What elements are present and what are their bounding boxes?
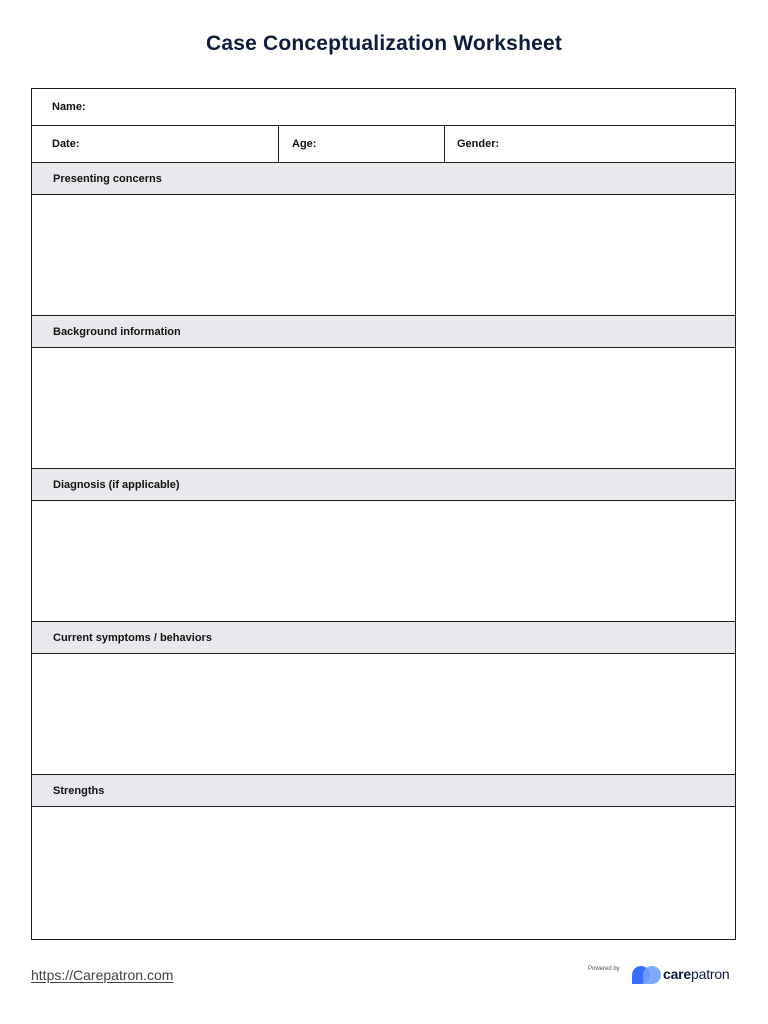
section-label: Strengths — [53, 784, 105, 797]
brand-bold: care — [663, 966, 692, 982]
date-label: Date: — [52, 138, 80, 150]
worksheet-form — [31, 88, 736, 940]
age-label: Age: — [292, 138, 317, 150]
name-label: Name: — [52, 101, 86, 113]
section-body-current-symptoms[interactable] — [32, 654, 735, 775]
page-title: Case Conceptualization Worksheet — [205, 32, 563, 55]
age-field[interactable] — [278, 126, 444, 162]
gender-field[interactable] — [444, 126, 735, 162]
section-body-background-information[interactable] — [32, 348, 735, 469]
section-header-strengths — [32, 775, 735, 807]
details-row — [32, 126, 735, 163]
carepatron-logo-icon — [630, 964, 662, 986]
gender-label: Gender: — [457, 138, 500, 150]
powered-by-text: Powered by — [588, 966, 620, 972]
carepatron-link[interactable]: https://Carepatron.com — [31, 967, 174, 983]
section-header-current-symptoms — [32, 622, 735, 654]
brand-regular: patron — [691, 966, 730, 982]
section-header-presenting-concerns — [32, 163, 735, 195]
carepatron-logo-text — [663, 966, 730, 982]
section-body-strengths[interactable] — [32, 807, 735, 939]
date-field[interactable] — [32, 126, 278, 162]
section-body-diagnosis[interactable] — [32, 501, 735, 622]
name-row[interactable] — [32, 89, 735, 126]
section-label: Background information — [53, 325, 181, 338]
section-label: Current symptoms / behaviors — [53, 631, 212, 644]
section-label: Diagnosis (if applicable) — [53, 478, 180, 491]
section-label: Presenting concerns — [53, 172, 162, 185]
section-header-diagnosis — [32, 469, 735, 501]
section-header-background-information — [32, 316, 735, 348]
section-body-presenting-concerns[interactable] — [32, 195, 735, 316]
